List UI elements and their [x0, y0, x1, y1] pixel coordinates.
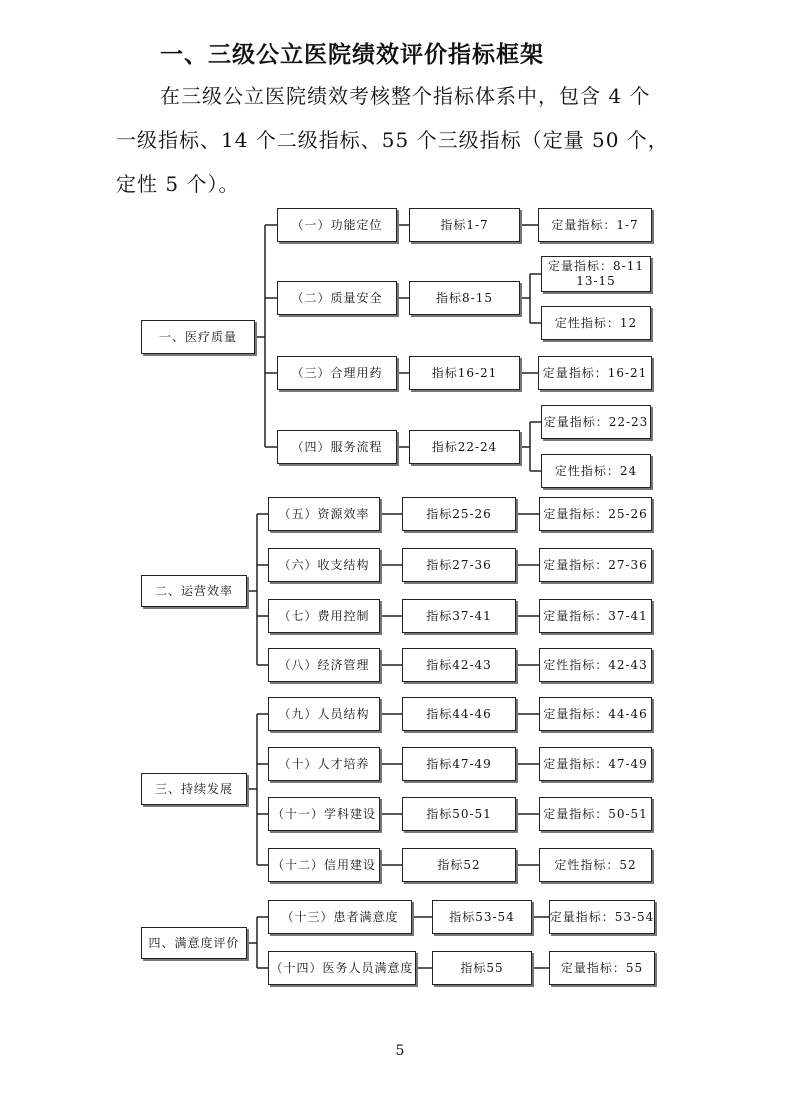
page-number: 5 [395, 1043, 405, 1059]
indicator-type-box-text: 定性指标：12 [554, 315, 638, 330]
level3-range-box: 指标27-36 [402, 548, 516, 582]
level3-range-box: 指标1-7 [409, 208, 520, 242]
indicator-type-box-text: 定量指标：50-51 [543, 806, 648, 821]
indicator-type-box-text: 定性指标：24 [554, 463, 638, 478]
level3-range-box: 指标25-26 [402, 497, 516, 531]
level2-box: （六）收支结构 [268, 548, 380, 582]
level2-box: （十二）信用建设 [268, 848, 380, 882]
level2-box: （十）人才培养 [268, 747, 380, 781]
indicator-type-box [539, 599, 652, 633]
intro-line-3: 定性 5 个）。 [116, 172, 240, 196]
indicator-type-box [539, 747, 652, 781]
indicator-type-box-text: 定量指标：27-36 [543, 557, 648, 572]
level1-box: 二、运营效率 [141, 575, 247, 607]
indicator-type-box-text: 定量指标：22-23 [543, 414, 649, 429]
indicator-type-box [549, 900, 655, 934]
level3-range-box: 指标53-54 [432, 900, 532, 934]
level3-range-box: 指标52 [402, 848, 516, 882]
indicator-type-box [539, 548, 652, 582]
level2-box: （七）费用控制 [268, 599, 380, 633]
indicator-type-box [539, 648, 652, 682]
level2-box: （十一）学科建设 [268, 797, 380, 831]
indicator-type-box-text: 定量指标：1-7 [551, 217, 639, 232]
level2-box: （五）资源效率 [268, 497, 380, 531]
indicator-type-box [541, 256, 651, 292]
level3-range-box: 指标42-43 [402, 648, 516, 682]
level3-range-box: 指标16-21 [409, 356, 520, 390]
level2-box: （九）人员结构 [268, 697, 380, 731]
level3-range-box: 指标47-49 [402, 747, 516, 781]
indicator-type-box-text: 定量指标：16-21 [542, 365, 648, 380]
indicator-type-box [541, 306, 651, 340]
indicator-type-box-text: 13-15 [576, 274, 616, 288]
indicator-type-box-text: 定量指标：25-26 [543, 506, 648, 521]
indicator-type-box [541, 405, 651, 439]
level1-box: 三、持续发展 [141, 773, 247, 805]
indicator-type-box [549, 951, 655, 985]
indicator-type-box-text: 定量指标：53-54 [549, 909, 655, 924]
indicator-type-box [538, 356, 652, 390]
indicator-type-box [539, 848, 652, 882]
intro-line-2: 一级指标、14 个二级指标、55 个三级指标（定量 50 个， [116, 128, 669, 152]
level3-range-box: 指标55 [432, 951, 532, 985]
indicator-type-box-text: 定量指标：44-46 [543, 706, 648, 721]
section-heading: 一、三级公立医院绩效评价指标框架 [160, 42, 544, 68]
level3-range-box: 指标22-24 [409, 430, 520, 464]
level1-box: 四、满意度评价 [141, 927, 247, 959]
indicator-type-box-text: 定量指标：8-11 [548, 259, 644, 273]
indicator-type-box-text: 定性指标：52 [554, 857, 637, 872]
level3-range-box: 指标50-51 [402, 797, 516, 831]
indicator-type-box [539, 497, 652, 531]
level2-box: （一）功能定位 [277, 208, 397, 242]
level2-box: （十四）医务人员满意度 [268, 951, 416, 985]
level2-box: （十三）患者满意度 [268, 900, 412, 934]
indicator-type-box-text: 定量指标：55 [560, 960, 644, 975]
level2-box: （四）服务流程 [277, 430, 397, 464]
indicator-type-box [538, 208, 652, 242]
indicator-type-box-text: 定性指标：42-43 [543, 657, 648, 672]
level3-range-box: 指标37-41 [402, 599, 516, 633]
intro-line-1: 在三级公立医院绩效考核整个指标体系中，包含 4 个 [160, 84, 651, 108]
level2-box: （二）质量安全 [277, 281, 397, 315]
indicator-type-box [539, 797, 652, 831]
indicator-type-box [539, 697, 652, 731]
indicator-type-box-text: 定量指标：37-41 [543, 608, 648, 623]
level1-box: 一、医疗质量 [141, 320, 255, 354]
indicator-type-box [541, 454, 651, 488]
level2-box: （八）经济管理 [268, 648, 380, 682]
level3-range-box: 指标8-15 [409, 281, 520, 315]
indicator-type-box-text: 定量指标：47-49 [543, 756, 648, 771]
level3-range-box: 指标44-46 [402, 697, 516, 731]
level2-box: （三）合理用药 [277, 356, 397, 390]
